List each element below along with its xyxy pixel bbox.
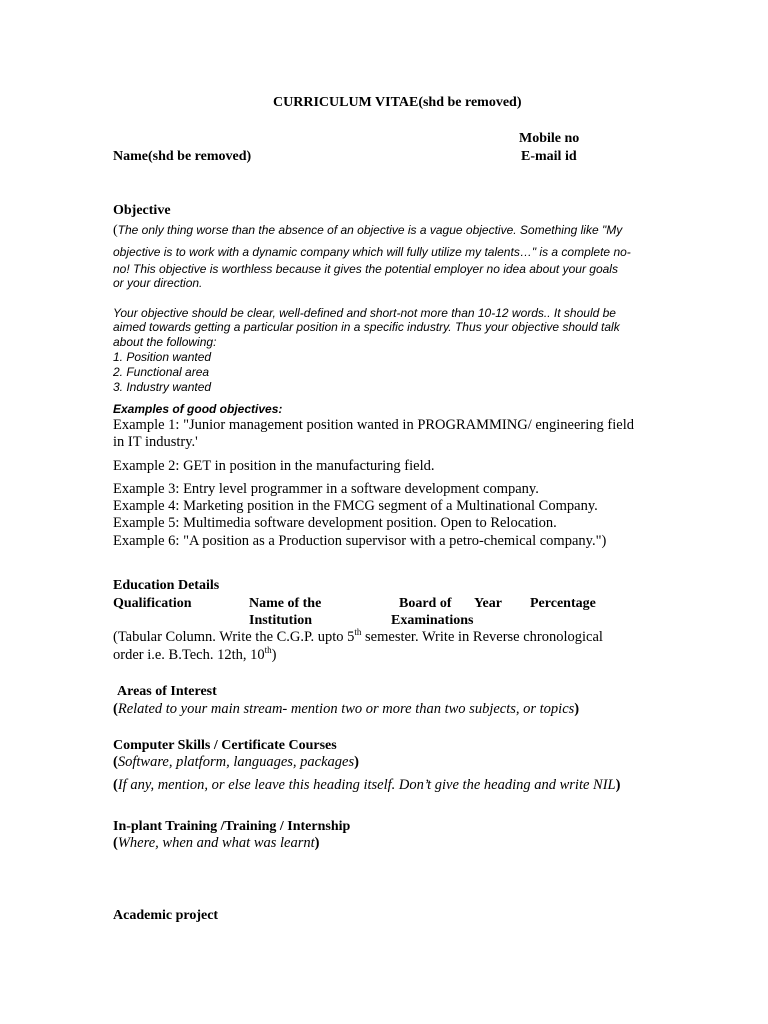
close-paren: ) (574, 701, 580, 717)
col-year: Year (474, 596, 502, 611)
open-paren: ( (113, 223, 118, 238)
objective-para2-line3: about the following: (113, 335, 217, 349)
computer-skills-heading: Computer Skills / Certificate Courses (113, 738, 337, 753)
example-3: Example 3: Entry level programmer in a software development company. (113, 481, 539, 497)
academic-project-heading: Academic project (113, 908, 219, 923)
objective-list-item: 1. Position wanted (113, 350, 212, 364)
col-percentage: Percentage (530, 596, 596, 611)
open-paren: ( (113, 701, 118, 717)
open-paren: ( (113, 754, 118, 770)
close-paren: ) (314, 835, 320, 851)
superscript: th (264, 645, 272, 656)
open-paren: ( (113, 835, 118, 851)
note-text: (Tabular Column. Write the C.G.P. upto 5 (113, 629, 355, 645)
mobile-label: Mobile no (519, 131, 580, 146)
col-examinations: Examinations (391, 613, 474, 628)
training-note (113, 835, 320, 853)
note-text: semester. Write in Reverse chronological (361, 629, 603, 645)
note-text: Software, platform, languages, packages (117, 754, 355, 770)
superscript: th (354, 627, 362, 638)
objective-para2-line2: aimed towards getting a particular position in a specific industry. Thus your objective should talk (113, 320, 620, 334)
examples-heading: Examples of good objectives: (113, 402, 283, 416)
areas-of-interest-note (113, 701, 579, 719)
note-text: If any, mention, or else leave this heading itself. Don’t give the heading and write NIL (117, 777, 616, 793)
example-2: Example 2: GET in position in the manufacturing field. (113, 458, 435, 474)
email-label: E-mail id (521, 149, 577, 164)
computer-skills-note2 (113, 777, 620, 795)
objective-para2-line1: Your objective should be clear, well-defined and short-not more than 10-12 words.. It should be (113, 306, 616, 320)
close-paren: ) (354, 754, 359, 770)
col-board-of: Board of (399, 596, 452, 611)
name-label: Name(shd be removed) (113, 149, 252, 164)
objective-para1-text: The only thing worse than the absence of an objective is a vague objective. Something like "My (117, 223, 623, 237)
example-1-line2: in IT industry.' (113, 434, 198, 450)
objective-para1-line3: no! This objective is worthless because it gives the potential employer no idea about your goals (113, 262, 618, 276)
col-name-of-the: Name of the (249, 596, 322, 611)
cv-title: CURRICULUM VITAE(shd be removed) (273, 95, 522, 110)
education-heading: Education Details (113, 578, 220, 593)
example-1-line1: Example 1: "Junior management position wanted in PROGRAMMING/ engineering field (113, 417, 634, 433)
education-note-line1 (113, 629, 603, 647)
objective-heading: Objective (113, 203, 171, 218)
note-text: order i.e. B.Tech. 12th, 10 (113, 647, 265, 663)
example-6: Example 6: "A position as a Production supervisor with a petro-chemical company.") (113, 533, 607, 549)
education-note-line2 (113, 647, 276, 665)
col-institution: Institution (249, 613, 313, 628)
close-paren: ) (615, 777, 621, 793)
objective-para1-line4: or your direction. (113, 276, 203, 290)
computer-skills-note1 (113, 754, 359, 772)
areas-of-interest-heading: Areas of Interest (117, 684, 217, 699)
open-paren: ( (113, 777, 118, 793)
training-heading: In-plant Training /Training / Internship (113, 819, 351, 834)
objective-para1-line2: objective is to work with a dynamic company which will fully utilize my talents…" is a complete no- (113, 245, 631, 259)
example-4: Example 4: Marketing position in the FMCG segment of a Multinational Company. (113, 498, 598, 514)
note-text: Related to your main stream- mention two or more than two subjects, or topics (117, 701, 575, 717)
note-text: Where, when and what was learnt (117, 835, 315, 851)
note-text: ) (271, 647, 277, 663)
example-5: Example 5: Multimedia software development position. Open to Relocation. (113, 515, 557, 531)
objective-para1-line1 (113, 223, 622, 238)
col-qualification: Qualification (113, 596, 192, 611)
objective-list-item: 2. Functional area (113, 365, 210, 379)
objective-list-item: 3. Industry wanted (113, 380, 212, 394)
